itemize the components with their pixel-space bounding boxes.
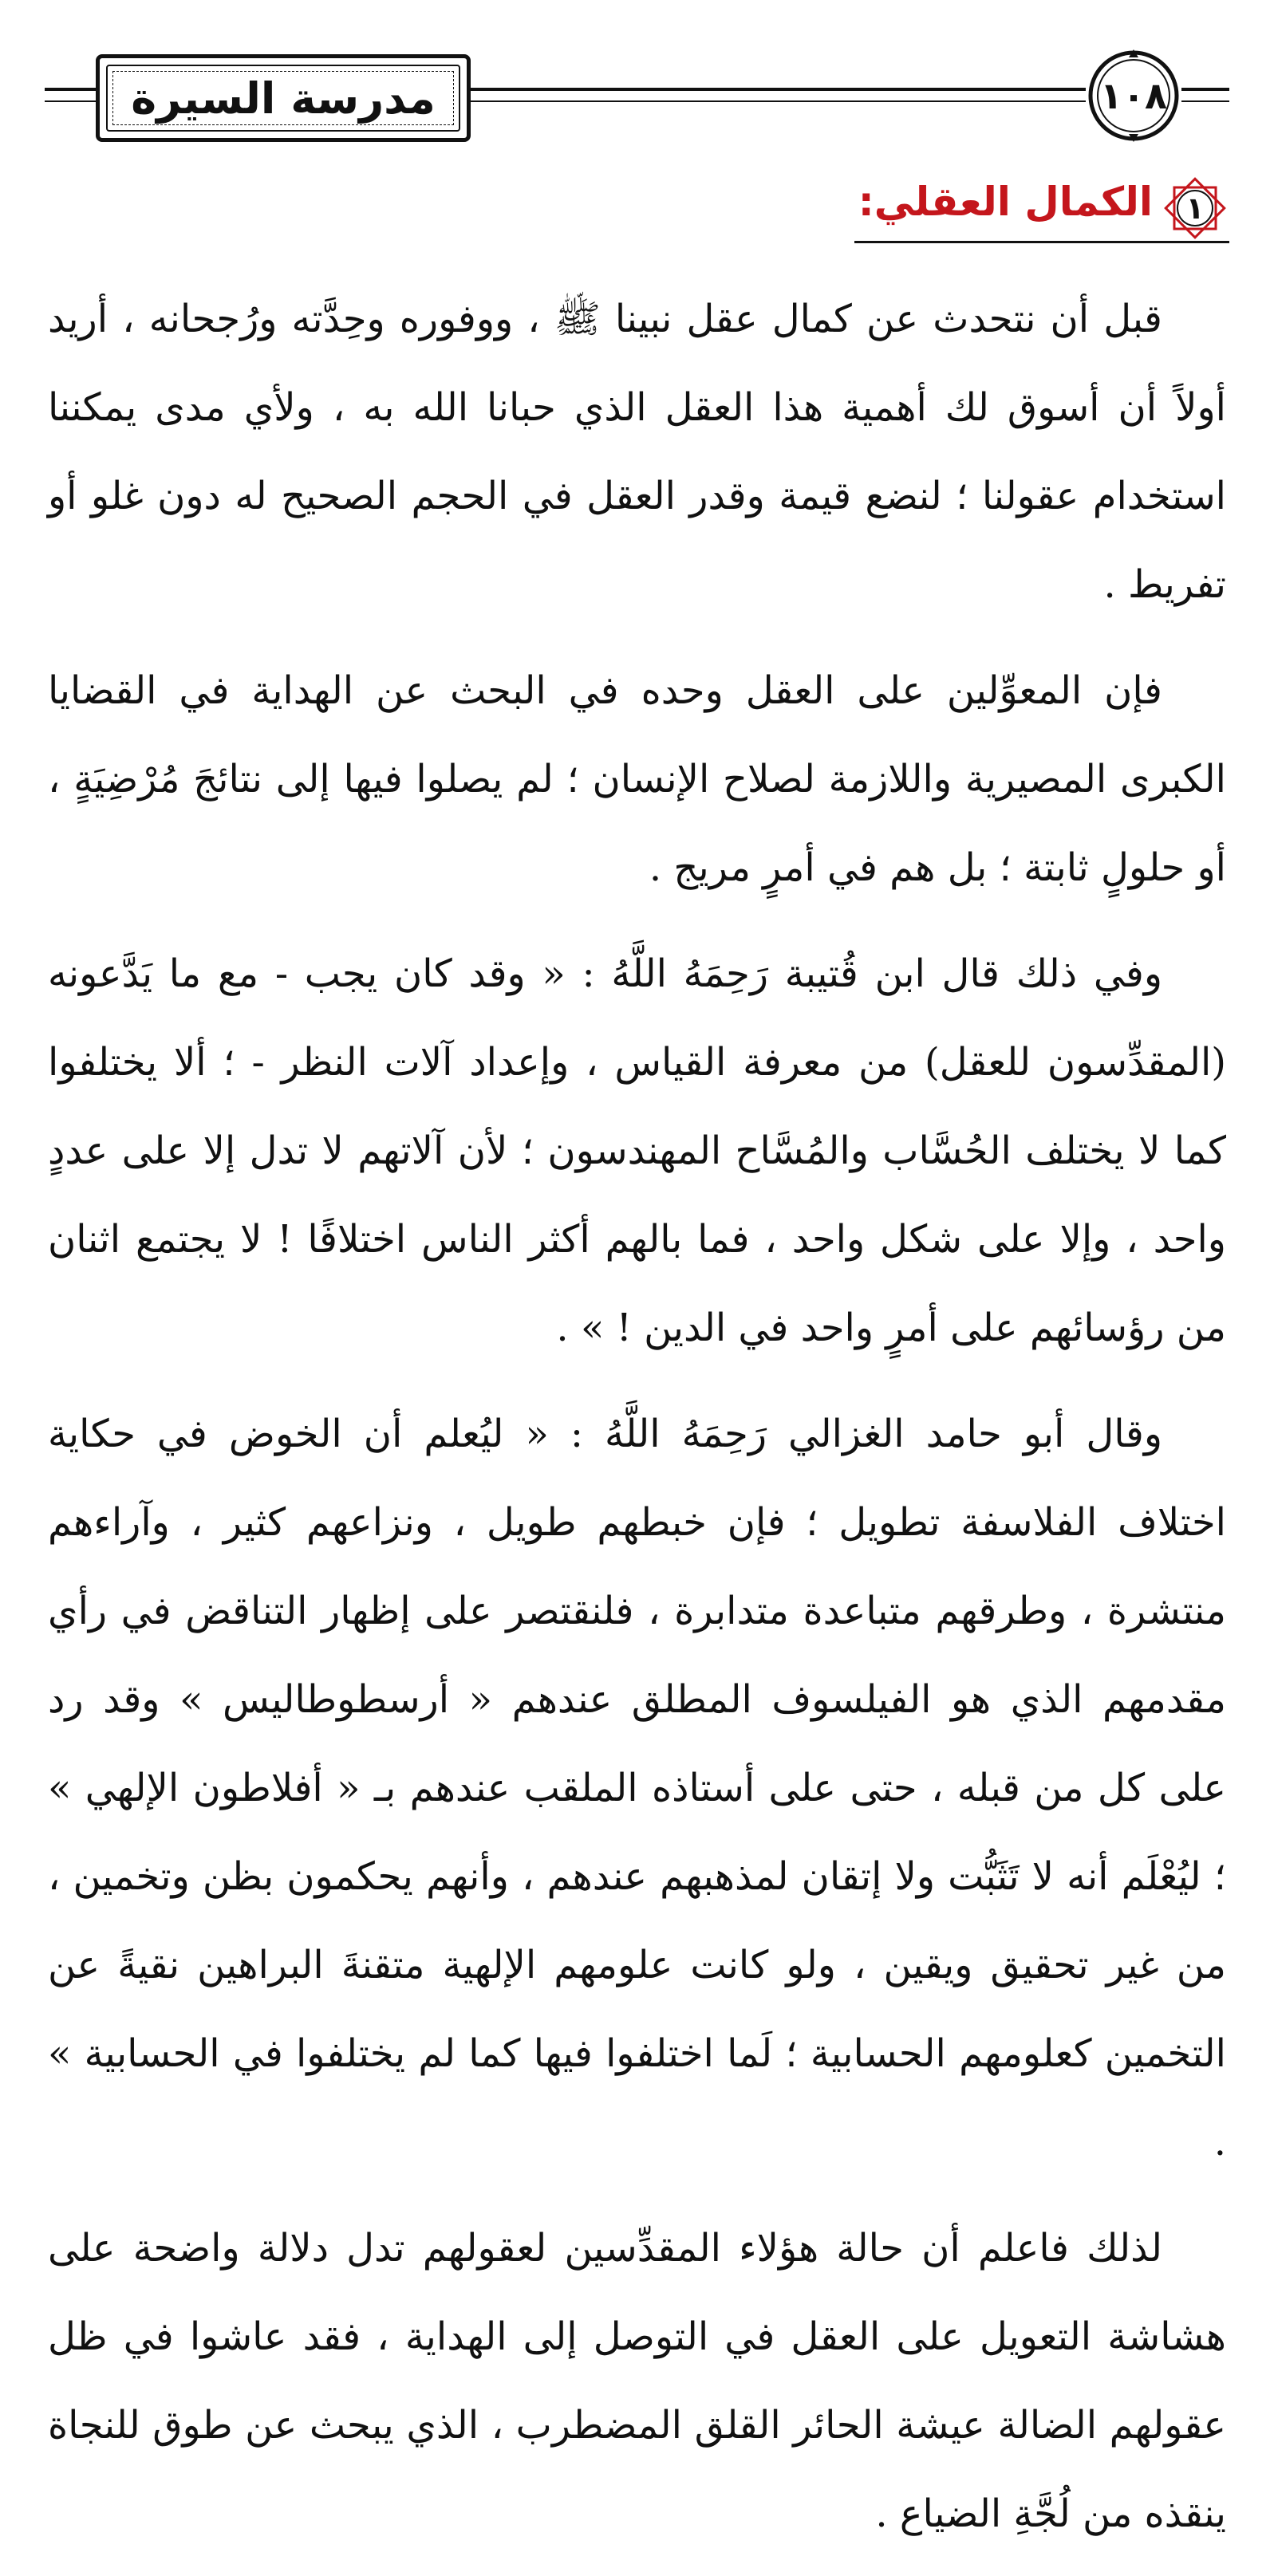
header-rule-left-thin xyxy=(45,100,96,102)
section-number: ١ xyxy=(1185,191,1205,226)
header-rule-middle-thin xyxy=(471,100,1086,102)
paragraph xyxy=(48,275,1226,629)
section-underline xyxy=(854,241,1229,243)
header-rule-right xyxy=(1181,88,1229,91)
paragraph xyxy=(48,930,1226,1373)
running-header xyxy=(45,40,1229,160)
page-body xyxy=(48,275,1226,2576)
book-title: مدرسة السيرة xyxy=(120,73,447,124)
page-number-badge xyxy=(1086,48,1181,144)
header-rule-right-thin xyxy=(1181,100,1229,102)
paragraph-text: فإن المعوِّلين على العقل وحده في البحث عن الهداية في القضايا الكبرى المصيرية واللازمة لصلاح الإنسان ؛ لم يصلوا فيها إلى نتائجَ مُرْضِيَةٍ ، أو حلولٍ ثابتة ؛ بل هم في أمرٍ مريج . xyxy=(48,668,1226,890)
paragraph-text: وقال أبو حامد الغزالي رَحِمَهُ اللَّهُ : « ليُعلم أن الخوض في حكاية اختلاف الفلاسفة تطويل ؛ فإن خبطهم طويل ، ونزاعهم كثير ، وآراءهم منتشرة ، وطرقهم متباعدة متدابرة ، فلنقتصر على إظهار التناقض في رأي مقدمهم الذي هو الفيلسوف المطلق عندهم « أرسطوطاليس » وقد رد على كل من قبله ، حتى على أستاذه الملقب عندهم بـ « أفلاطون الإلهي » ؛ ليُعْلَم أنه لا تَثَبُّت ولا إتقان لمذهبهم عندهم ، وأنهم يحكمون بظن وتخمين ، من غير تحقيق ويقين ، ولو كانت علومهم الإلهية متقنةَ البراهين نقيةً عن التخمين كعلومهم الحسابية ؛ لَما اختلفوا فيها كما لم يختلفوا في الحسابية » . xyxy=(48,1412,1226,2164)
section-title: الكمال العقلي: xyxy=(858,179,1153,225)
header-rule-left xyxy=(45,88,96,91)
book-title-frame xyxy=(96,54,471,142)
page-number: ١٠٨ xyxy=(1099,74,1168,117)
paragraph xyxy=(48,1390,1226,2187)
paragraph xyxy=(48,647,1226,912)
section-heading xyxy=(783,174,1229,242)
paragraph-text: لذلك فاعلم أن حالة هؤلاء المقدِّسين لعقولهم تدل دلالة واضحة على هشاشة التعويل على العقل في التوصل إلى الهداية ، فقد عاشوا في ظل عقولهم الضالة عيشة الحائر القلق المضطرب ، الذي يبحث عن طوق للنجاة ينقذه من لُجَّةِ الضياع . xyxy=(48,2226,1226,2536)
header-rule-middle xyxy=(471,88,1086,91)
paragraph xyxy=(48,2204,1226,2558)
paragraph-text: وفي ذلك قال ابن قُتيبة رَحِمَهُ اللَّهُ : « وقد كان يجب - مع ما يَدَّعونه (المقدِّسون للعقل) من معرفة القياس ، وإعداد آلات النظر - ؛ ألا يختلفوا كما لا يختلف الحُسَّاب والمُسَّاح المهندسون ؛ لأن آلاتهم لا تدل إلا على عددٍ واحد ، وإلا على شكل واحد ، فما بالهم أكثر الناس اختلافًا ! لا يجتمع اثنان من رؤسائهم على أمرٍ واحد في الدين ! » . xyxy=(48,951,1227,1350)
paragraph-text: قبل أن نتحدث عن كمال عقل نبينا ﷺ ، ووفوره وحِدَّته ورُجحانه ، أريد أولاً أن أسوق لك أهمية هذا العقل الذي حبانا الله به ، ولأي مدى يمكننا استخدام عقولنا ؛ لنضع قيمة وقدر العقل في الحجم الصحيح له دون غلو أو تفريط . xyxy=(48,297,1226,607)
